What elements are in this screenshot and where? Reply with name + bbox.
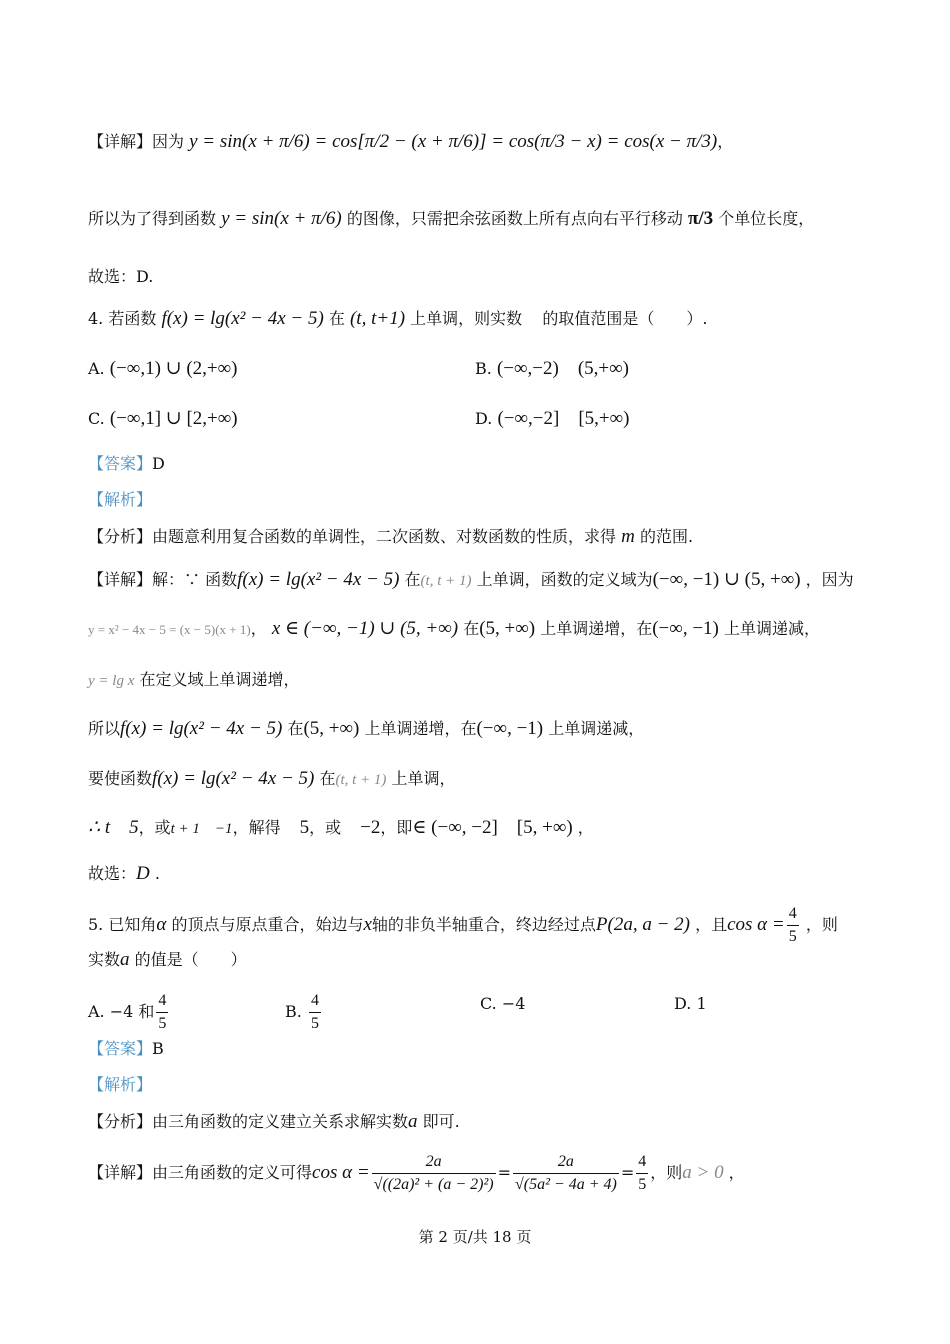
d6-a: ∴ t 5 (88, 817, 139, 838)
d1-text4: ，因为 (805, 570, 854, 589)
detail-label: 【详解】 (88, 1163, 153, 1182)
d4-interval1: (5, +∞) (303, 718, 360, 739)
d1-text2: ，则 (650, 1163, 683, 1182)
q4-stem2: 在 (328, 309, 345, 328)
fenxi-text2: 即可. (422, 1112, 460, 1131)
fraction-numerator: 4 (156, 990, 168, 1013)
p2-text3: 个单位长度， (718, 209, 815, 228)
fenxi-var: a (408, 1111, 418, 1132)
option-value: 1 (696, 994, 707, 1013)
q4-detail-1 (88, 566, 854, 595)
detail-label: 【详解】 (88, 132, 153, 151)
d6-b: ，或 (138, 818, 171, 837)
q5-stem6: 实数 (88, 950, 121, 969)
q5-point: P(2a, a − 2) (595, 914, 690, 935)
option-label: A. (88, 1002, 105, 1021)
answer-value: D (152, 454, 165, 473)
d1-text3: 上单调，函数的定义域为 (476, 570, 653, 589)
option-value: (−∞,1) ∪ (2,+∞) (109, 358, 238, 379)
answer-label: 【答案】 (88, 454, 153, 473)
page-footer: 第 2 页/共 18 页 (418, 1228, 532, 1246)
q5-stem-2 (88, 946, 247, 974)
d6-i: ∈ (−∞, −2] [5, +∞) (412, 817, 573, 838)
d3-text: 在定义域上单调递增， (139, 670, 300, 689)
q5-answer (88, 1035, 164, 1063)
q4-fenxi (88, 523, 693, 551)
fraction-denominator: 5 (310, 1015, 319, 1032)
d2-text4: 上单调递减， (723, 619, 820, 638)
q5-stem3: 轴的非负半轴重合，终边经过点 (371, 915, 596, 934)
d2-interval1: (5, +∞) (479, 618, 536, 639)
q4-stem3: 上单调，则实数 (410, 309, 523, 328)
d4-text3: 上单调递增，在 (364, 719, 477, 738)
p1-tail: ， (717, 132, 734, 151)
analysis-label: 【解析】 (88, 490, 153, 509)
option-label: D. (674, 994, 692, 1013)
d2-quadratic: y = x² − 4x − 5 = (x − 5)(x + 1) (88, 622, 251, 637)
d1-condition: a > 0 (682, 1162, 724, 1183)
fraction-numerator: 4 (787, 903, 799, 926)
option-value: (−∞,1] ∪ [2,+∞) (109, 408, 238, 429)
detail-label: 【详解】 (88, 570, 153, 589)
q5-x: x (363, 914, 372, 935)
d1-text2: 在 (404, 570, 421, 589)
d6-j: ， (577, 818, 594, 837)
d5-interval: (t, t + 1) (335, 772, 387, 788)
q4-detail-2 (88, 615, 820, 644)
p1-equation: y = sin(x + π/6) = cos[π/2 − (x + π/6)] = cos(π/3 − x) = cos(x − π/3) (189, 131, 718, 152)
q5-stem5: ，则 (805, 915, 838, 934)
q4-detail-5 (88, 765, 456, 794)
fraction-numerator: 4 (309, 990, 321, 1013)
d7-answer: D (136, 863, 150, 884)
d7-end: . (154, 864, 160, 883)
fenxi-text1: 由题意利用复合函数的单调性，二次函数、对数函数的性质，求得 (152, 527, 617, 546)
option-label: C. (480, 994, 497, 1013)
d3-log: y = lg x (88, 673, 135, 689)
q4-detail-7 (88, 860, 160, 888)
q5-option-a[interactable] (88, 990, 170, 1035)
d2-text3: 上单调递增，在 (540, 619, 653, 638)
d1-function: f(x) = lg(x² − 4x − 5) (237, 569, 400, 590)
q4-interval: (t, t+1) (349, 308, 406, 329)
d4-text1: 所以 (88, 719, 121, 738)
q4-answer (88, 450, 165, 478)
d6-f: ，或 (309, 818, 342, 837)
fraction-denominator: 5 (788, 928, 797, 945)
d2-interval2: (−∞, −1) (652, 618, 719, 639)
option-label: B. (285, 1002, 302, 1021)
answer-value: B (152, 1039, 164, 1058)
d5-text1: 要使函数 (88, 769, 153, 788)
p2-text1: 所以为了得到函数 (88, 209, 217, 228)
q5-stem1: 5. 已知角 (88, 915, 157, 934)
q5-option-c[interactable] (480, 990, 525, 1018)
d7-text: 故选： (88, 864, 137, 883)
option-label: A. (88, 359, 105, 378)
q5-option-b[interactable] (285, 990, 323, 1035)
p2-line (88, 205, 814, 233)
d1-fraction-2 (513, 1151, 619, 1196)
q4-option-a[interactable] (88, 355, 237, 383)
q4-stem4: 的取值范围是（ ）. (542, 309, 708, 328)
d1-fraction-1 (372, 1151, 496, 1196)
option-label: C. (88, 409, 105, 428)
d5-function: f(x) = lg(x² − 4x − 5) (152, 768, 315, 789)
d2-x-domain: x ∈ (−∞, −1) ∪ (5, +∞) (271, 618, 459, 639)
q5-cos: cos α = (727, 914, 785, 935)
fenxi-text2: 的范围. (639, 527, 694, 546)
d4-function: f(x) = lg(x² − 4x − 5) (120, 718, 283, 739)
p2-function: y = sin(x + π/6) (221, 208, 342, 229)
q4-detail-3 (88, 666, 299, 695)
q5-alpha: α (156, 914, 167, 935)
d5-text3: 上单调， (391, 769, 456, 788)
q5-analysis-label (88, 1071, 152, 1099)
p1-text: 因为 (152, 132, 185, 151)
d4-text4: 上单调递减， (548, 719, 645, 738)
d6-c: t + 1 −1 (170, 821, 233, 837)
fraction-denominator: 5 (638, 1176, 647, 1193)
d1-domain: (−∞, −1) ∪ (5, +∞) (652, 569, 801, 590)
fraction-denominator: √(5a² − 4a + 4) (515, 1176, 617, 1193)
d4-interval2: (−∞, −1) (476, 718, 544, 739)
fraction-numerator: 2a (513, 1151, 619, 1174)
fraction-denominator: 5 (158, 1015, 167, 1032)
q4-stem1: 4. 若函数 (88, 309, 157, 328)
q4-function: f(x) = lg(x² − 4x − 5) (161, 308, 324, 329)
d1-fraction-3 (636, 1151, 648, 1196)
fraction-numerator: 4 (636, 1151, 648, 1174)
d5-text2: 在 (319, 769, 336, 788)
q5-option-d[interactable] (674, 990, 707, 1018)
p2-shift: π/3 (687, 208, 714, 229)
option-label: D. (475, 409, 493, 428)
q4-option-b[interactable] (475, 355, 629, 383)
p2-text2: 的图像，只需把余弦函数上所有点向右平行移动 (346, 209, 683, 228)
q5-stem2: 的顶点与原点重合，始边与 (171, 915, 364, 934)
analysis-label: 【解析】 (88, 1075, 153, 1094)
q5-stem4: ，且 (695, 915, 728, 934)
q5-a: a (120, 949, 130, 970)
fenxi-label: 【分析】 (88, 1112, 153, 1131)
fenxi-text1: 由三角函数的定义建立关系求解实数 (152, 1112, 409, 1131)
d4-text2: 在 (287, 719, 304, 738)
q4-detail-4 (88, 715, 644, 743)
d1-text1: 解：∵ 函数 (152, 570, 238, 589)
q5-stem7: 的值是（ ） (134, 950, 247, 969)
p1-line (88, 128, 733, 156)
d1-text3: ， (728, 1163, 745, 1182)
q4-option-d[interactable] (475, 405, 629, 433)
d1-text1: 由三角函数的定义可得 (152, 1163, 313, 1182)
fenxi-var: m (621, 526, 635, 547)
option-value: (−∞,−2] [5,+∞) (497, 408, 630, 429)
answer-label: 【答案】 (88, 1039, 153, 1058)
d6-g: −2 (341, 817, 381, 838)
d6-e: 5 (280, 817, 310, 838)
q4-option-c[interactable] (88, 405, 238, 433)
q5-stem (88, 903, 838, 948)
option-value: −4 和 (109, 1002, 155, 1021)
d1-interval: (t, t + 1) (420, 573, 472, 589)
option-value: (−∞,−2) (5,+∞) (496, 358, 629, 379)
q5-detail-1: 【详解】由三角函数的定义可得cos α = $\frac{2a}{\text{√((2a)² + (a − 2)²)}}$ = $\frac{2a}{\text{√(5a² − 4a + 4)}}$ = $\frac{4}{5}$ ，则a > 0 ， (88, 1150, 745, 1196)
q4-detail-6 (88, 814, 594, 843)
d6-d: ，解得 (232, 818, 281, 837)
p3-line: 故选：D. (88, 267, 154, 286)
d2-text2: 在 (463, 619, 480, 638)
fenxi-label: 【分析】 (88, 527, 153, 546)
d2-text1: ， (250, 619, 267, 638)
q5-cos-fraction (787, 903, 799, 948)
q4-stem (88, 305, 707, 333)
option-value: −4 (501, 994, 526, 1013)
option-label: B. (475, 359, 492, 378)
d6-h: ，即 (380, 818, 413, 837)
fraction-numerator: 2a (372, 1151, 496, 1174)
q4-analysis-label (88, 486, 152, 514)
option-fraction (156, 990, 168, 1035)
fraction-denominator: √((2a)² + (a − 2)²) (373, 1176, 494, 1193)
option-fraction (309, 990, 321, 1035)
q5-fenxi (88, 1108, 460, 1136)
d1-cos: cos α = (312, 1162, 370, 1183)
